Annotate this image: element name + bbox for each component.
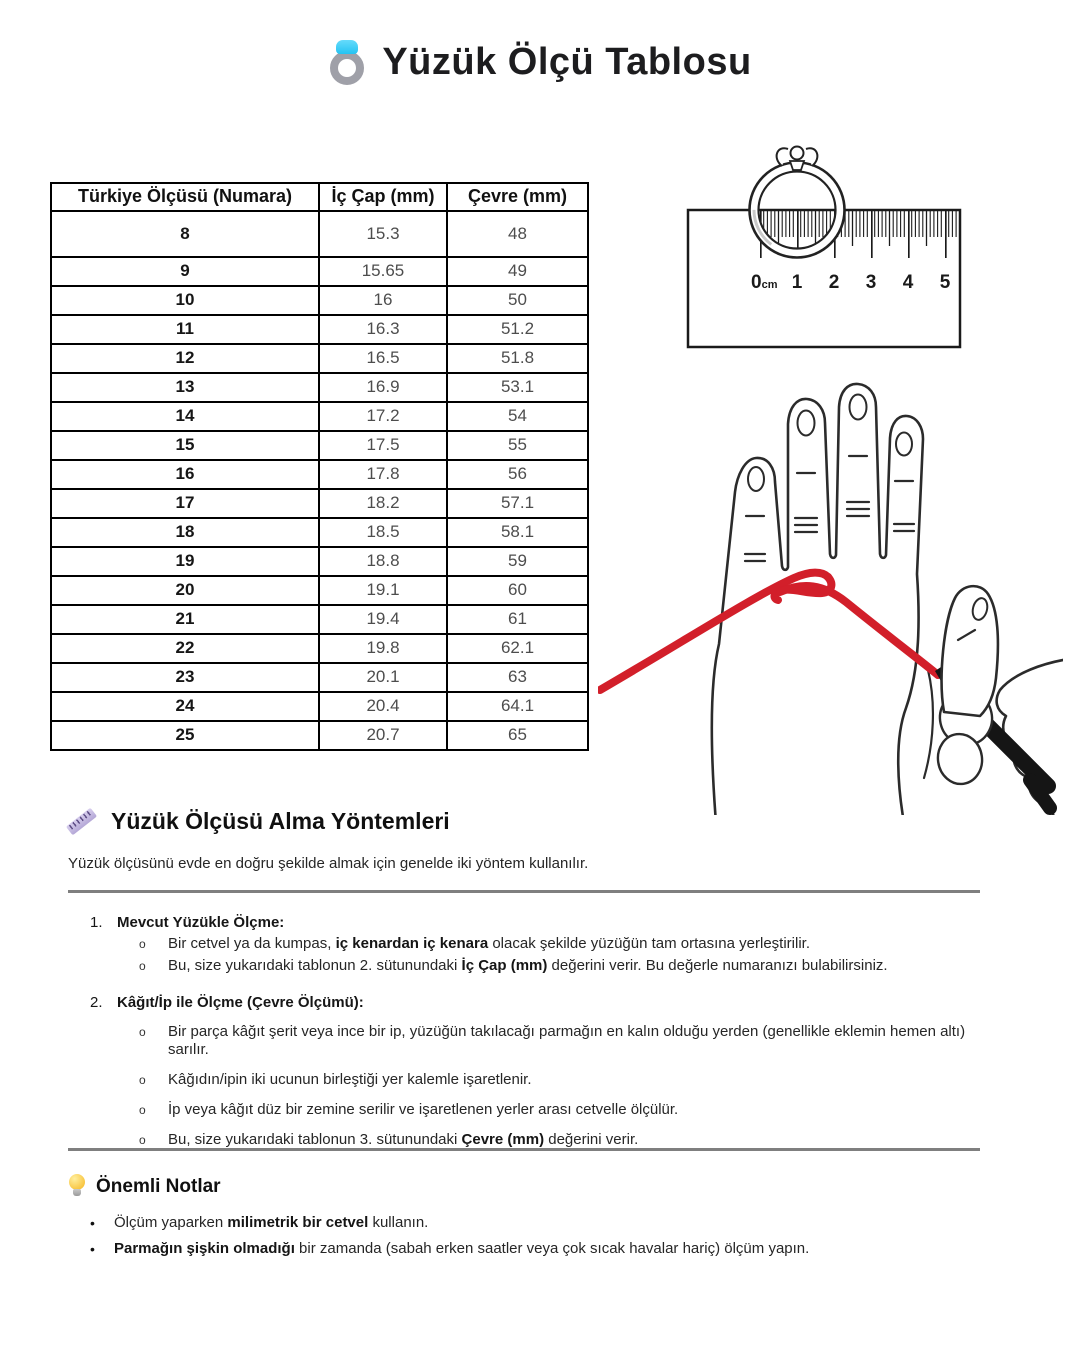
sub-bullet <box>139 957 998 975</box>
diameter-cell: 19.1 <box>319 576 447 605</box>
size-cell: 20 <box>51 576 319 605</box>
diameter-cell: 16.3 <box>319 315 447 344</box>
circumference-cell: 57.1 <box>447 489 588 518</box>
table-row <box>51 431 588 460</box>
diameter-cell: 18.2 <box>319 489 447 518</box>
diameter-cell: 20.7 <box>319 721 447 750</box>
methods-heading <box>64 804 450 838</box>
size-cell: 8 <box>51 211 319 257</box>
page-header <box>0 40 1080 85</box>
notes-heading-text: Önemli Notlar <box>96 1176 221 1197</box>
diameter-cell: 20.1 <box>319 663 447 692</box>
table-row <box>51 547 588 576</box>
method-item-title: Kâğıt/İp ile Ölçme (Çevre Ölçümü): <box>117 994 364 1011</box>
ruler-label-1: 1 <box>791 272 803 293</box>
size-cell: 16 <box>51 460 319 489</box>
sub-bullet <box>139 1131 998 1149</box>
sub-bullet-marker: o <box>139 1103 146 1117</box>
hand-string-illustration <box>598 378 1063 815</box>
table-row <box>51 257 588 286</box>
circumference-cell: 62.1 <box>447 634 588 663</box>
diameter-cell: 15.3 <box>319 211 447 257</box>
circumference-cell: 63 <box>447 663 588 692</box>
ring-band <box>330 51 364 85</box>
sub-bullet-text: Bir cetvel ya da kumpas, iç kenardan iç kenara olacak şekilde yüzüğün tam ortasına yerleştirilir. <box>168 935 810 952</box>
table-row <box>51 721 588 750</box>
notes-list <box>90 1214 990 1266</box>
table-row <box>51 460 588 489</box>
circumference-cell: 65 <box>447 721 588 750</box>
note-bullet <box>90 1214 990 1232</box>
methods-list <box>68 914 998 1168</box>
diameter-cell: 17.5 <box>319 431 447 460</box>
sub-bullet <box>139 1071 998 1089</box>
size-cell: 17 <box>51 489 319 518</box>
table-row <box>51 663 588 692</box>
table-row <box>51 634 588 663</box>
ring-gem <box>336 40 358 54</box>
size-cell: 14 <box>51 402 319 431</box>
size-cell: 19 <box>51 547 319 576</box>
size-cell: 18 <box>51 518 319 547</box>
sub-bullet-text: İp veya kâğıt düz bir zemine serilir ve işaretlenen yerler arası cetvelle ölçülür. <box>168 1101 679 1118</box>
size-cell: 13 <box>51 373 319 402</box>
diameter-cell: 16.5 <box>319 344 447 373</box>
circumference-cell: 49 <box>447 257 588 286</box>
size-table-container <box>50 182 589 751</box>
ruler-label-2: 2 <box>828 272 840 293</box>
size-cell: 9 <box>51 257 319 286</box>
circumference-cell: 56 <box>447 460 588 489</box>
method-item-number: 2. <box>90 994 103 1011</box>
sub-bullet-marker: o <box>139 1025 146 1039</box>
circumference-cell: 50 <box>447 286 588 315</box>
divider-bottom <box>68 1148 980 1151</box>
diameter-cell: 17.8 <box>319 460 447 489</box>
ruler-label-5: 5 <box>939 272 951 293</box>
methods-intro: Yüzük ölçüsünü evde en doğru şekilde almak için genelde iki yöntem kullanılır. <box>68 855 589 872</box>
notes-heading <box>68 1174 221 1200</box>
circumference-cell: 55 <box>447 431 588 460</box>
divider-top <box>68 890 980 893</box>
circumference-cell: 61 <box>447 605 588 634</box>
circumference-cell: 64.1 <box>447 692 588 721</box>
table-row <box>51 373 588 402</box>
page-title: Yüzük Ölçü Tablosu <box>382 41 752 83</box>
size-cell: 21 <box>51 605 319 634</box>
table-row <box>51 286 588 315</box>
sub-bullet-text: Bu, size yukarıdaki tablonun 2. sütunundaki İç Çap (mm) değerini verir. Bu değerle numaranızı bulabilirsiniz. <box>168 957 888 974</box>
method-item-header <box>68 914 998 931</box>
ruler-label-4: 4 <box>902 272 914 293</box>
sub-bullet-marker: o <box>139 959 146 973</box>
methods-heading-text: Yüzük Ölçüsü Alma Yöntemleri <box>111 807 450 834</box>
sub-bullet-marker: o <box>139 937 146 951</box>
diameter-cell: 15.65 <box>319 257 447 286</box>
sub-bullet-text: Bir parça kâğıt şerit veya ince bir ip, yüzüğün takılacağı parmağın en kalın olduğu yerden (genellikle eklemin hemen altı) sarılır. <box>168 1023 966 1058</box>
table-row <box>51 605 588 634</box>
method-item-number: 1. <box>90 914 103 931</box>
diameter-cell: 18.8 <box>319 547 447 576</box>
diameter-cell: 19.4 <box>319 605 447 634</box>
size-cell: 23 <box>51 663 319 692</box>
diameter-cell: 20.4 <box>319 692 447 721</box>
sub-bullet-text: Bu, size yukarıdaki tablonun 3. sütunundaki Çevre (mm) değerini verir. <box>168 1131 639 1148</box>
ring-icon <box>328 40 366 85</box>
table-row <box>51 344 588 373</box>
note-bullet <box>90 1240 990 1258</box>
header-size: Türkiye Ölçüsü (Numara) <box>51 183 319 211</box>
ring-on-ruler-illustration <box>660 130 980 370</box>
header-inner-diameter: İç Çap (mm) <box>319 183 447 211</box>
note-bullet-marker: • <box>90 1215 95 1231</box>
note-bullet-text: Parmağın şişkin olmadığı bir zamanda (sabah erken saatler veya çok sıcak havalar hariç) ölçüm yapın. <box>114 1240 810 1257</box>
method-bullets <box>139 1023 998 1149</box>
lightbulb-icon <box>68 1174 86 1200</box>
method-item <box>68 994 998 1149</box>
ruler-label-0: 0cm <box>751 272 778 293</box>
table-row <box>51 315 588 344</box>
diameter-cell: 16 <box>319 286 447 315</box>
size-cell: 10 <box>51 286 319 315</box>
size-cell: 12 <box>51 344 319 373</box>
sub-bullet-marker: o <box>139 1073 146 1087</box>
size-cell: 15 <box>51 431 319 460</box>
table-row <box>51 211 588 257</box>
size-table-body <box>51 211 588 750</box>
circumference-cell: 51.2 <box>447 315 588 344</box>
method-item-header <box>68 994 998 1011</box>
note-bullet-marker: • <box>90 1241 95 1257</box>
circumference-cell: 53.1 <box>447 373 588 402</box>
diameter-cell: 18.5 <box>319 518 447 547</box>
table-row <box>51 518 588 547</box>
method-bullets <box>139 935 998 975</box>
header-circumference: Çevre (mm) <box>447 183 588 211</box>
circumference-cell: 51.8 <box>447 344 588 373</box>
diameter-cell: 16.9 <box>319 373 447 402</box>
ruler-label-3: 3 <box>865 272 877 293</box>
circumference-cell: 48 <box>447 211 588 257</box>
table-row <box>51 489 588 518</box>
diameter-cell: 17.2 <box>319 402 447 431</box>
size-cell: 25 <box>51 721 319 750</box>
sub-bullet <box>139 935 998 953</box>
table-row <box>51 692 588 721</box>
circumference-cell: 54 <box>447 402 588 431</box>
circumference-cell: 59 <box>447 547 588 576</box>
size-cell: 24 <box>51 692 319 721</box>
sub-bullet <box>139 1101 998 1119</box>
circumference-cell: 58.1 <box>447 518 588 547</box>
note-bullet-text: Ölçüm yaparken milimetrik bir cetvel kullanın. <box>114 1214 429 1231</box>
method-item <box>68 914 998 975</box>
diameter-cell: 19.8 <box>319 634 447 663</box>
circumference-cell: 60 <box>447 576 588 605</box>
ruler-icon <box>64 804 98 838</box>
size-cell: 22 <box>51 634 319 663</box>
table-row <box>51 402 588 431</box>
sub-bullet-text: Kâğıdın/ipin iki ucunun birleştiği yer kalemle işaretlenir. <box>168 1071 532 1088</box>
method-item-title: Mevcut Yüzükle Ölçme: <box>117 914 285 931</box>
size-cell: 11 <box>51 315 319 344</box>
sub-bullet-marker: o <box>139 1133 146 1147</box>
table-header-row <box>51 183 588 211</box>
sub-bullet <box>139 1023 998 1059</box>
table-row <box>51 576 588 605</box>
hand-outline <box>712 384 923 815</box>
size-table <box>50 182 589 751</box>
